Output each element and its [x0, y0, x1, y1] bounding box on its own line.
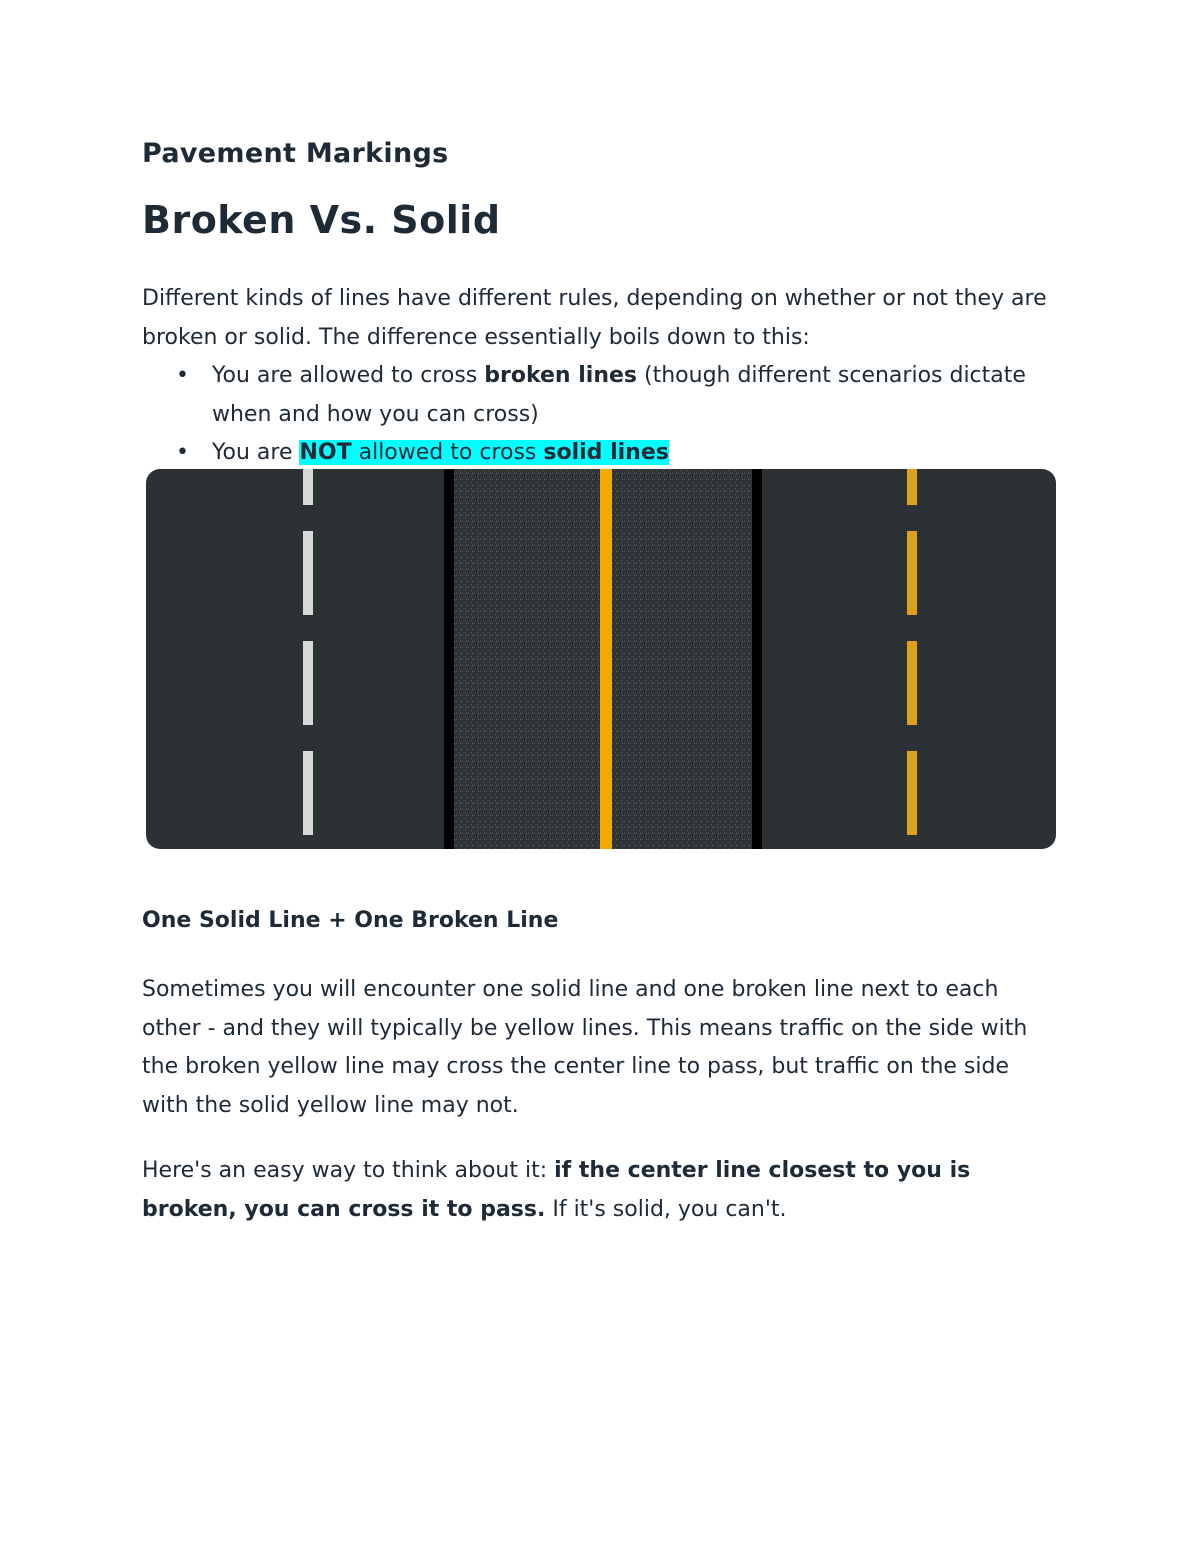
bullet-text: You are: [212, 440, 300, 465]
intro-paragraph: Different kinds of lines have different rules, depending on whether or not they are broken or solid. The difference essentially boils down to this:: [142, 286, 1047, 350]
white-dash: [303, 531, 313, 615]
bullet-bold: NOT: [299, 440, 352, 465]
white-dash: [303, 641, 313, 725]
tip-text: Here's an easy way to think about it:: [142, 1158, 555, 1183]
explanation-paragraph: Sometimes you will encounter one solid line and one broken line next to each other - and they will typically be yellow lines. This means traffic on the side with the broken yellow line may cross the center line to pass, but traffic on the side with the solid yellow line may not.: [142, 977, 1028, 1118]
white-dash: [303, 751, 313, 835]
tip-bold: if the center line closest to you is broken, you can cross it to pass.: [142, 1158, 971, 1222]
panel-divider: [752, 469, 762, 849]
yellow-dash: [907, 531, 917, 615]
section-heading: Pavement Markings: [142, 138, 449, 169]
yellow-solid-line: [600, 469, 612, 849]
bullet-text: You are allowed to cross: [212, 363, 485, 388]
yellow-dash: [907, 469, 917, 505]
list-item: [142, 357, 1042, 434]
subheading: One Solid Line + One Broken Line: [142, 908, 559, 933]
bullet-text: (though different scenarios dictate when and how you can cross): [212, 363, 1026, 427]
page-title: Broken Vs. Solid: [142, 198, 501, 242]
rules-list: [142, 357, 1042, 473]
tip-paragraph: [142, 1152, 1052, 1229]
bullet-icon: •: [176, 363, 189, 388]
highlighted-text: [299, 440, 668, 465]
bullet-icon: •: [176, 440, 189, 465]
list-item: [142, 434, 1042, 473]
asphalt-panel-left: [146, 469, 444, 849]
bullet-text: allowed to cross: [351, 440, 544, 465]
bullet-bold: broken lines: [484, 363, 638, 388]
panel-divider: [444, 469, 454, 849]
yellow-dash: [907, 641, 917, 725]
road-illustration: [146, 469, 1056, 849]
white-dash: [303, 469, 313, 505]
tip-text: If it's solid, you can't.: [545, 1196, 787, 1222]
road-lines-image: [146, 469, 1056, 849]
yellow-dash: [907, 751, 917, 835]
bullet-bold: solid lines: [543, 440, 669, 465]
